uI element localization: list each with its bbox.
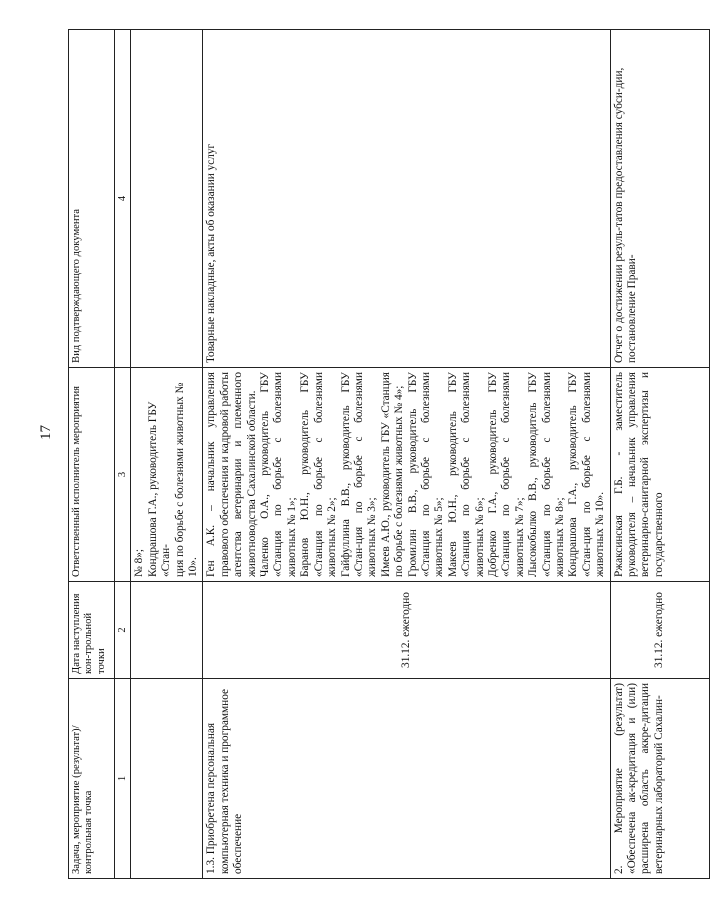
executor-line: Гайфуллина В.В., руководитель ГБУ «Стан-ция по борьбе с болезнями животных № 3»; [339, 372, 379, 577]
control-points-table [68, 29, 710, 879]
column-number-3: 3 [115, 368, 131, 582]
executor-line: Громилин В.В., руководитель ГБУ «Станция по борьбе с болезнями животных № 5»; [406, 372, 446, 577]
document-cell: Отчет о достижении резуль-татов предоставления субси-дии, постановление Прави- [610, 30, 709, 368]
executor-line: Кондрашова Г.А., руководитель ГБУ «Стан-ция по борьбе с болезнями животных № 10». [567, 372, 607, 577]
date-cell: 31.12. ежегодно [203, 582, 610, 679]
table-row [610, 30, 709, 879]
executor-cell [610, 368, 709, 582]
executor-line: Кондрашова Г.А., руководитель ГБУ «Стан- [146, 401, 173, 577]
date-cell: 31.12. ежегодно [610, 582, 709, 679]
date-cell [131, 582, 203, 679]
executor-line: Макеев Ю.Н., руководитель ГБУ «Станция по борьбе с болезнями животных № 6»; [446, 372, 486, 577]
page-number: 17 [38, 425, 54, 440]
header-task: Задача, мероприятие (результат)/контрольная точка [69, 679, 115, 879]
column-number-4: 4 [115, 30, 131, 368]
executor-line: № 8»; [133, 548, 146, 577]
document-cell [131, 30, 203, 368]
task-cell: 1.3. Приобретена персональная компьютерная техника и программное обеспечение [203, 679, 610, 879]
header-document: Вид подтверждающего документа [69, 30, 115, 368]
executor-line: Имеев А.Ю., руководитель ГБУ «Станция по борьбе с болезнями животных № 4»; [379, 372, 406, 577]
executor-line: ция по борьбе с болезнями животных № 10». [173, 382, 200, 577]
document-cell: Товарные накладные, акты об оказании услуг [203, 30, 610, 368]
task-cell [131, 679, 203, 879]
rotated-table-sheet [68, 30, 665, 879]
executor-line: Добренко Г.А., руководитель ГБУ «Станция по борьбе с болезнями животных № 7»; [486, 372, 526, 577]
executor-line: Чаленко О.А., руководитель ГБУ «Станция по борьбе с болезнями животных № 1»; [259, 372, 298, 577]
header-executor: Ответственный исполнитель мероприятия [69, 368, 115, 582]
table-row [131, 30, 203, 879]
executor-line: Баранов Ю.Н., руководитель ГБУ «Станция по борьбе с болезнями животных № 2»; [299, 372, 339, 577]
executor-line: Лысокобылко В.В., руководитель ГБУ «Станция по борьбе с болезнями животных № 8»; [527, 372, 566, 577]
executor-cell [203, 368, 610, 582]
task-cell: 2. Мероприятие (результат) «Обеспечена ак-кредитация и (или) расширена область аккре-дитации ветеринарных лабораторий Сахалин- [610, 679, 709, 879]
executor-line: Ген А.К. – начальник управления правового обеспечения и кадровой работы агентства ветеринарии и племенного животноводства Сахалинской области. [205, 372, 258, 577]
column-number-2: 2 [115, 582, 131, 679]
header-date: Дата наступления кон-трольной точки [69, 582, 115, 679]
executor-cell [131, 368, 203, 582]
column-number-1: 1 [115, 679, 131, 879]
executor-line: Ржаксинская Г.Б. - заместитель руководителя – начальник управления ветеринарно-санитарной экспертизы и государственного [612, 372, 665, 577]
table-row [203, 30, 610, 879]
